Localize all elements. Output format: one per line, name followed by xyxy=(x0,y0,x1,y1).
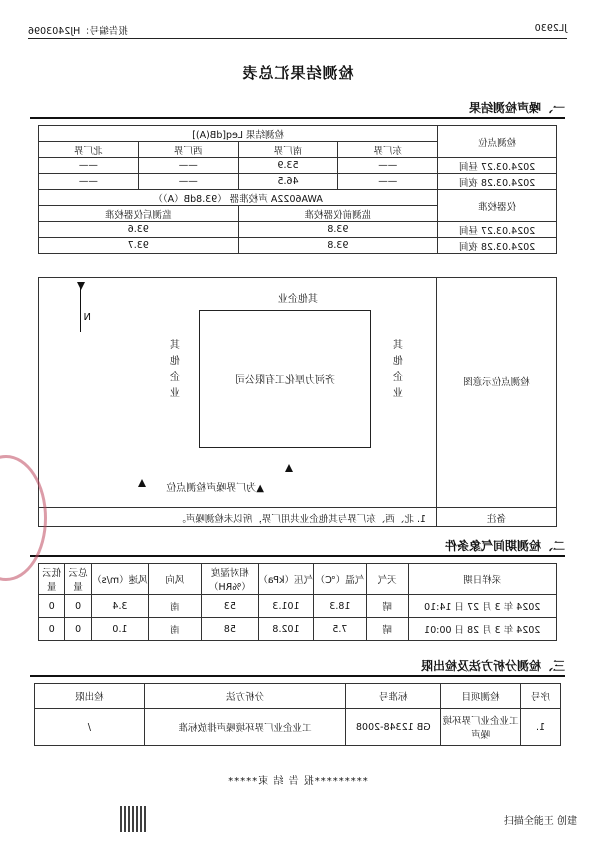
cell-date: 2024 年 3 月 27 日 14:10 xyxy=(408,595,556,618)
cell-value: 93.8 xyxy=(238,238,438,254)
section-noise-heading: 一、噪声检测结果 xyxy=(468,101,565,115)
col-header: 风向 xyxy=(149,564,202,595)
doc-code: JL2930 xyxy=(534,23,567,34)
section-divider xyxy=(30,117,565,119)
cell-value: 18.3 xyxy=(313,595,366,618)
table-row xyxy=(39,595,557,618)
cell-value: 0 xyxy=(65,618,91,641)
top-neighbor-label: 其他企业 xyxy=(278,294,318,305)
row-label: 2024.03.28 夜间 xyxy=(438,174,557,190)
cell-value: 3.4 xyxy=(91,595,148,618)
cell-value: 南 xyxy=(149,618,202,641)
point-diagram xyxy=(38,277,557,527)
cell-value: —— xyxy=(138,174,238,190)
col-header: 相对湿度（%RH） xyxy=(201,564,258,595)
cell-value: —— xyxy=(39,174,139,190)
cell-value: 93.7 xyxy=(39,238,239,254)
cell-value: 晴 xyxy=(366,618,408,641)
page-title: 检测结果汇总表 xyxy=(241,64,354,82)
cell-value: 1. xyxy=(521,709,561,746)
legend-text: ▲为厂界噪声检测点位 xyxy=(166,483,264,494)
col-header: 检出限 xyxy=(35,684,145,709)
report-header xyxy=(28,20,567,39)
col-header: 气压（kPa） xyxy=(258,564,313,595)
scanner-watermark: 扫描全能王 创建 xyxy=(503,816,577,827)
legend-marker xyxy=(138,479,146,487)
cell-value: —— xyxy=(138,158,238,174)
diagram-label: 检测点位示意图 xyxy=(463,377,530,388)
table-row xyxy=(39,158,557,174)
report-number: 报告编号：HJ2403096 xyxy=(28,26,128,37)
cell-value: 7.5 xyxy=(313,618,366,641)
cell-value: 工业企业厂界环境噪声 xyxy=(441,709,521,746)
col-header-result: 检测结果 Leq[dB(A)] xyxy=(39,126,438,142)
col-header: 分析方法 xyxy=(144,684,346,709)
cell-value: 58 xyxy=(201,618,258,641)
qr-code-icon xyxy=(120,806,146,832)
cell-value: 1.0 xyxy=(91,618,148,641)
end-of-report: *********报 告 结 束***** xyxy=(227,776,368,787)
cell-value: GB 12348-2008 xyxy=(346,709,441,746)
left-neighbor-label: 其 他 企 业 xyxy=(170,340,180,399)
col-header-point: 检测点位 xyxy=(438,126,557,158)
col-header: 标准号 xyxy=(346,684,441,709)
cell-value: 0 xyxy=(39,595,65,618)
north-arrow-head xyxy=(77,282,85,290)
factory-box xyxy=(199,310,371,448)
cell-value: 53.9 xyxy=(238,158,338,174)
remark-label: 备注 xyxy=(487,514,507,525)
col-header-west: 西厂界 xyxy=(138,142,238,158)
cell-value: —— xyxy=(338,174,438,190)
noise-results-table xyxy=(38,125,557,254)
cell-value: / xyxy=(35,709,145,746)
table-row xyxy=(39,174,557,190)
north-arrow xyxy=(80,286,81,332)
north-label: N xyxy=(83,312,91,323)
cell-value: 0 xyxy=(39,618,65,641)
instrument-model: AWA6022A 声校准器 （93.8dB（A）） xyxy=(39,190,438,206)
factory-name: 齐河力厚化工有限公司 xyxy=(235,375,335,386)
cell-value: 工业企业厂界环境噪声排放标准 xyxy=(144,709,346,746)
cell-value: 53 xyxy=(201,595,258,618)
col-header: 检测项目 xyxy=(441,684,521,709)
cell-value: 46.5 xyxy=(238,174,338,190)
cal-before-header: 监测前仪器校准 xyxy=(238,206,438,222)
section-divider xyxy=(30,555,565,557)
cell-date: 2024 年 3 月 28 日 00:01 xyxy=(408,618,556,641)
cell-value: 晴 xyxy=(366,595,408,618)
col-header: 风速（m/s） xyxy=(91,564,148,595)
weather-table xyxy=(38,563,557,641)
methods-table xyxy=(34,683,561,746)
section-weather-heading: 二、检测期间气象条件 xyxy=(444,539,565,553)
noise-point-marker xyxy=(285,464,293,472)
col-header: 序号 xyxy=(521,684,561,709)
diagram-label-column xyxy=(436,278,556,526)
col-header: 采样日期 xyxy=(408,564,556,595)
section-divider xyxy=(30,675,565,677)
table-row xyxy=(39,238,557,254)
cell-value: 南 xyxy=(149,595,202,618)
cell-value: —— xyxy=(338,158,438,174)
table-row xyxy=(39,618,557,641)
row-label: 2024.03.28 夜间 xyxy=(438,238,557,254)
cal-after-header: 监测后仪器校准 xyxy=(39,206,239,222)
remark-divider xyxy=(39,507,556,508)
table-row xyxy=(35,709,561,746)
cell-value: 93.6 xyxy=(39,222,239,238)
cell-value: 101.3 xyxy=(258,595,313,618)
cell-value: 93.8 xyxy=(238,222,438,238)
col-header: 低云量 xyxy=(39,564,65,595)
right-neighbor-label: 其 他 企 业 xyxy=(393,340,403,399)
col-header: 天气 xyxy=(366,564,408,595)
row-label: 2024.03.27 昼间 xyxy=(438,158,557,174)
col-header: 总云量 xyxy=(65,564,91,595)
cell-value: —— xyxy=(39,158,139,174)
col-header: 气温（℃） xyxy=(313,564,366,595)
section-methods-heading: 三、检测分析方法及检出限 xyxy=(420,659,565,673)
col-header-east: 东厂界 xyxy=(338,142,438,158)
instrument-label: 仪器校准 xyxy=(438,190,557,222)
cell-value: 0 xyxy=(65,595,91,618)
remark-text: 1. 北、西、东厂界与其他企业共用厂界，所以未检测噪声。 xyxy=(176,514,426,525)
row-label: 2024.03.27 昼间 xyxy=(438,222,557,238)
table-row xyxy=(39,222,557,238)
col-header-south: 南厂界 xyxy=(238,142,338,158)
cell-value: 102.8 xyxy=(258,618,313,641)
col-header-north: 北厂界 xyxy=(39,142,139,158)
